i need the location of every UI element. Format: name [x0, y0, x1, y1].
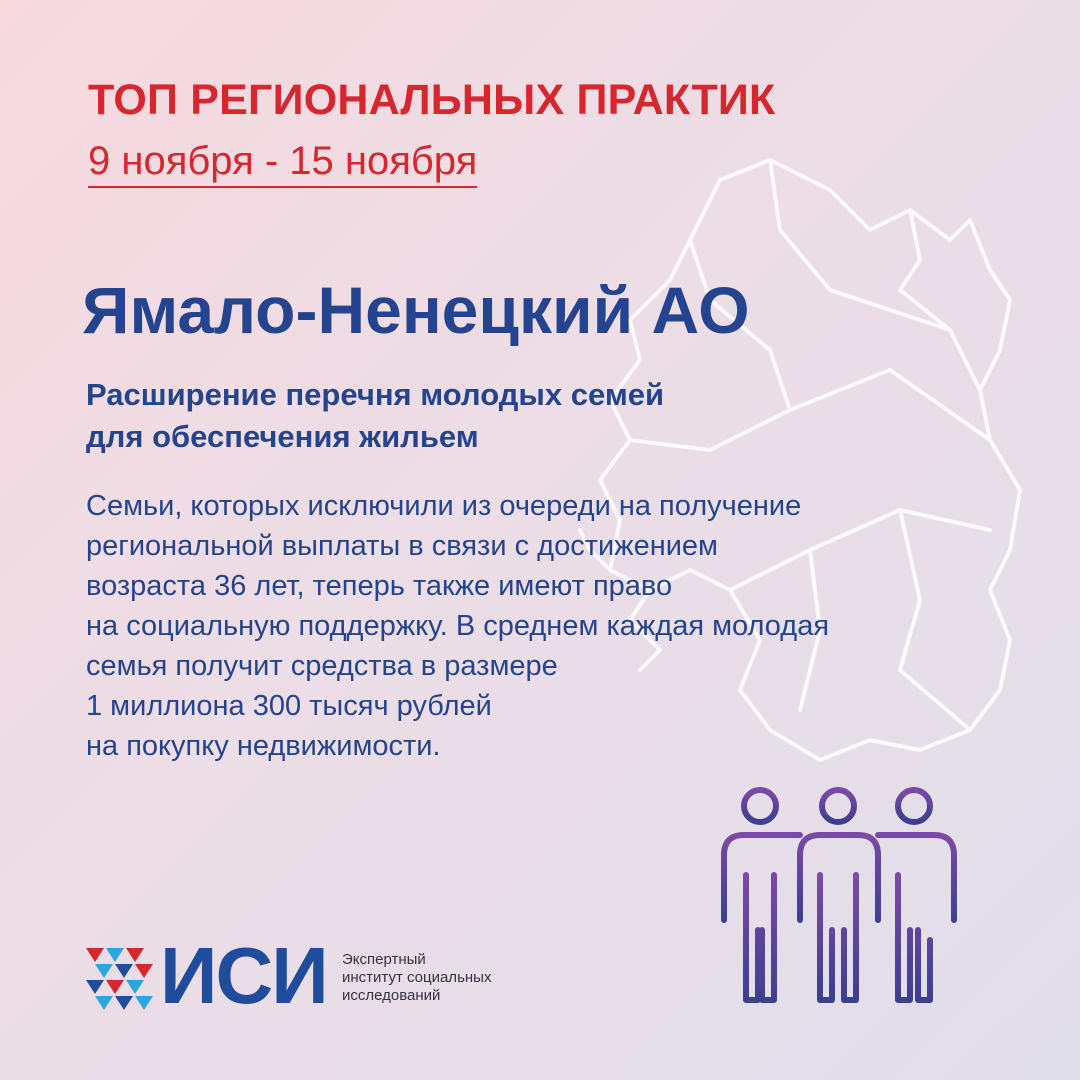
practice-description — [86, 486, 1046, 766]
three-people-icon — [700, 780, 980, 1020]
logo-name-line: Экспертный — [342, 951, 426, 968]
practice-title-line: для обеспечения жильем — [86, 419, 479, 454]
practice-title — [86, 374, 846, 458]
description-line: на социальную поддержку. В среднем каждая молодая — [86, 610, 830, 642]
practice-title-line: Расширение перечня молодых семей — [86, 377, 665, 412]
description-line: возраста 36 лет, теперь также имеют право — [86, 570, 673, 602]
logo-name — [342, 951, 491, 1005]
description-line: на покупку недвижимости. — [86, 730, 441, 762]
logo-abbreviation: ИСИ — [160, 931, 327, 1020]
logo-name-line: институт социальных — [342, 969, 492, 986]
description-line: региональной выплаты в связи с достижением — [86, 530, 718, 562]
logo-icon — [84, 944, 160, 1012]
page-title: ТОП РЕГИОНАЛЬНЫХ ПРАКТИК — [88, 76, 776, 124]
description-line: Семьи, которых исключили из очереди на получение — [86, 490, 802, 522]
region-name: Ямало-Ненецкий АО — [82, 273, 750, 347]
logo-name-line: исследований — [342, 987, 441, 1004]
date-range: 9 ноября - 15 ноября — [88, 138, 477, 188]
description-line: 1 миллиона 300 тысяч рублей — [86, 690, 492, 722]
description-line: семья получит средства в размере — [86, 650, 558, 682]
